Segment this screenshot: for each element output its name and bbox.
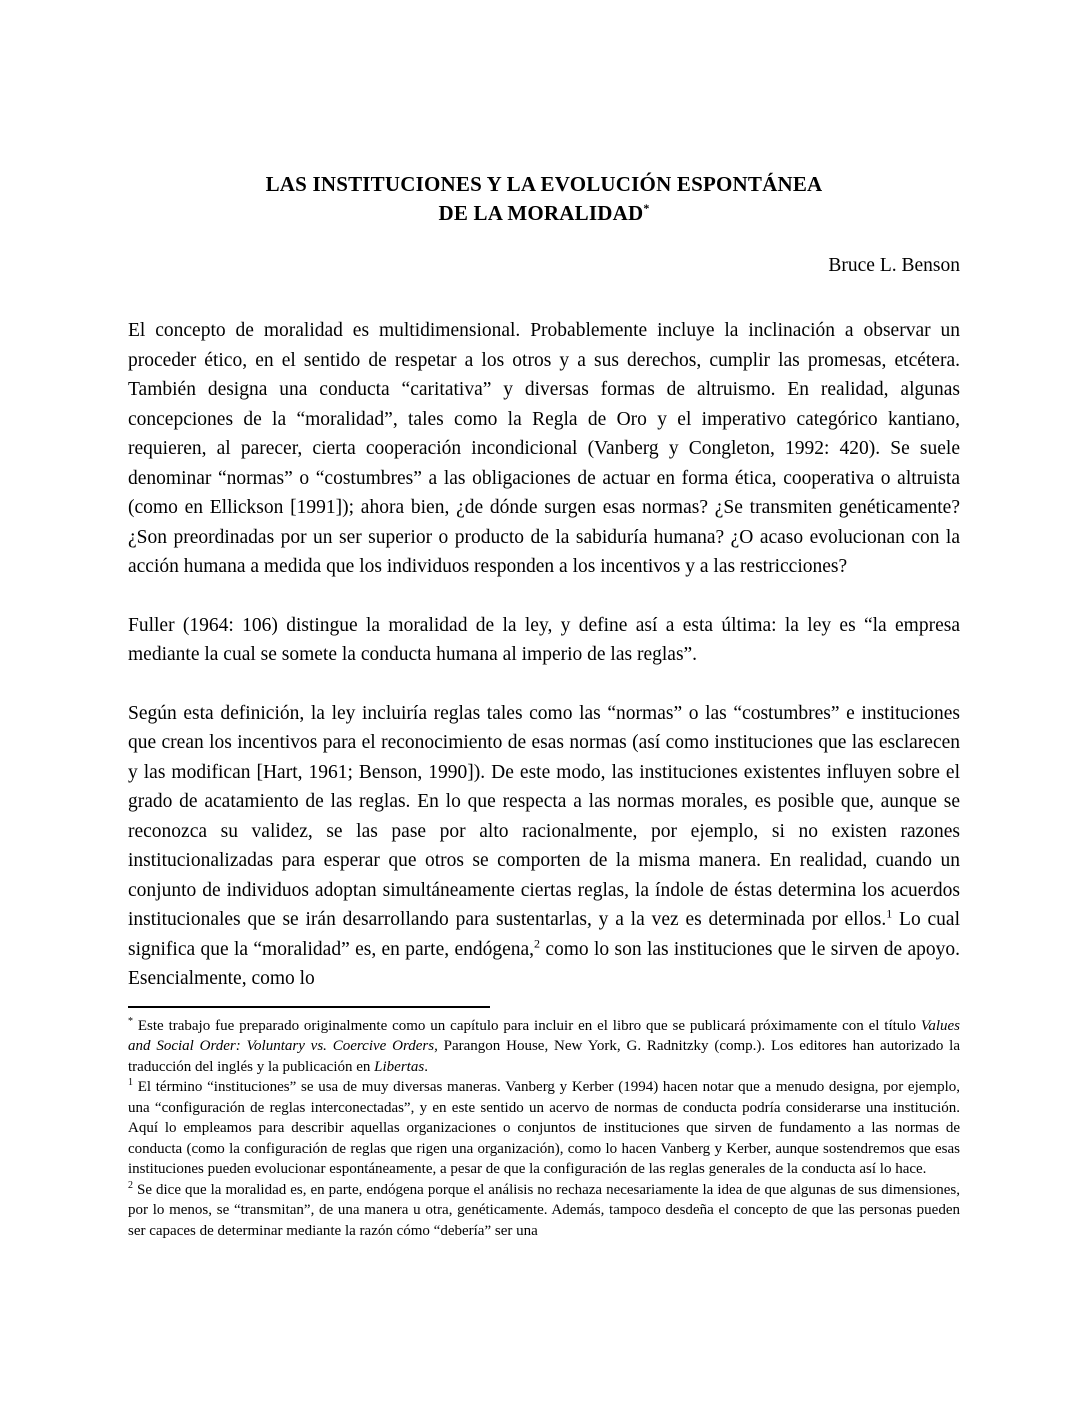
paragraph-2-text: Fuller (1964: 106) distingue la moralidad de la ley, y define así a esta última: la ley es “la empresa mediante la cual se somete la conducta humana al imperio de las reglas”. <box>128 614 960 665</box>
paragraph-3 <box>128 699 960 994</box>
title-line-1: LAS INSTITUCIONES Y LA EVOLUCIÓN ESPONTÁNEA <box>265 172 823 196</box>
footnote-asterisk-text-cont: , Parangon House, New York, G. Radnitzky (comp.). Los editores han autorizado la traducción del inglés y la publicación en <box>128 1038 960 1075</box>
footnote-ref-2: 2 <box>534 936 541 950</box>
footnote-2-marker: 2 <box>128 1179 133 1191</box>
footnote-asterisk-text-end: . <box>424 1058 428 1075</box>
footnote-asterisk-text: Este trabajo fue preparado originalmente como un capítulo para incluir en el libro que se publicará próximamente con el título <box>133 1017 921 1034</box>
paragraph-1 <box>128 316 960 582</box>
paragraph-2 <box>128 611 960 670</box>
paragraph-1-text: El concepto de moralidad es multidimensional. Probablemente incluye la inclinación a observar un proceder ético, en el sentido de respetar a los otros y a sus derechos, cumplir las promesas, etcétera. También designa una conducta “caritativa” y diversas formas de altruismo. En realidad, algunas concepciones de la “moralidad”, tales como la Regla de Oro y el imperativo categórico kantiano, requieren, al parecer, cierta cooperación incondicional (Vanberg y Congleton, 1992: 420). Se suele denominar “normas” o “costumbres” a las obligaciones de actuar en forma ética, cooperativa o altruista (como en Ellickson [1991]); ahora bien, ¿de dónde surgen esas normas? ¿Se transmiten genéticamente? ¿Son preordinadas por un ser superior o producto de la sabiduría humana? ¿O acaso evolucionan con la acción humana a medida que los individuos responden a los incentivos y a las restricciones? <box>128 320 960 577</box>
footnote-asterisk <box>128 1016 960 1078</box>
title-footnote-asterisk: * <box>643 201 650 215</box>
page-title <box>128 170 960 228</box>
footnote-1-marker: 1 <box>128 1077 133 1088</box>
footnote-separator-rule <box>128 1006 490 1008</box>
paragraph-3-text-cont: Lo cual significa que la “moralidad” es, en parte, endógena, <box>128 909 960 960</box>
footnotes-section <box>128 1016 960 1242</box>
paragraph-3-text: Según esta definición, la ley incluiría reglas tales como las “normas” o las “costumbres” e instituciones que crean los incentivos para el reconocimiento de esas normas (así como instituciones que las esclarecen y las modifican [Hart, 1961; Benson, 1990]). De este modo, las instituciones existentes influyen sobre el grado de acatamiento de las reglas. En lo que respecta a las normas morales, es posible que, aunque se reconozca su validez, se las pase por alto racionalmente, por ejemplo, si no existen razones institucionalizadas para esperar que otros se comporten de la misma manera. En realidad, cuando un conjunto de individuos adoptan simultáneamente ciertas reglas, la índole de éstas determina los acuerdos institucionales que se irán desarrollando para sustentarlas, y a la vez es determinada por ellos. <box>128 702 960 930</box>
title-line-2: DE LA MORALIDAD* <box>438 201 650 225</box>
footnote-asterisk-marker: * <box>128 1015 133 1027</box>
footnote-1-text: El término “instituciones” se usa de muy diversas maneras. Vanberg y Kerber (1994) hacen notar que a menudo designa, por ejemplo, una “configuración de reglas interconectadas”, y en este sentido un acervo de normas de conducta podría considerarse una institución. Aquí lo empleamos para describir aquellas organizaciones o conjuntos de instituciones que sirven de fundamento a las normas de conducta (como la configuración de reglas que rigen una organización), como lo hacen Vanberg y Kerber, aunque sostendremos que esas instituciones pueden evolucionar espontáneamente, a pesar de que la configuración de las reglas generales de la conducta así lo hace. <box>128 1079 960 1177</box>
footnote-1 <box>128 1077 960 1180</box>
footnote-2 <box>128 1180 960 1242</box>
author-name: Bruce L. Benson <box>828 255 960 276</box>
journal-title-italic: Libertas <box>374 1058 425 1075</box>
paragraph-3-text-end: como lo son las instituciones que le sirven de apoyo. Esencialmente, como lo <box>128 938 960 989</box>
footnote-ref-1: 1 <box>886 906 893 921</box>
document-body <box>128 316 960 994</box>
book-title-italic: Values and Social Order: Voluntary vs. Coercive Orders <box>128 1017 960 1054</box>
footnote-2-text: Se dice que la moralidad es, en parte, endógena porque el análisis no rechaza necesariamente la idea de que algunas de sus dimensiones, por lo menos, se “transmitan”, de una manera u otra, genéticamente. Además, tampoco desdeña el concepto de que las personas pueden ser capaces de determinar mediante la razón cómo “debería” ser una <box>128 1181 960 1239</box>
